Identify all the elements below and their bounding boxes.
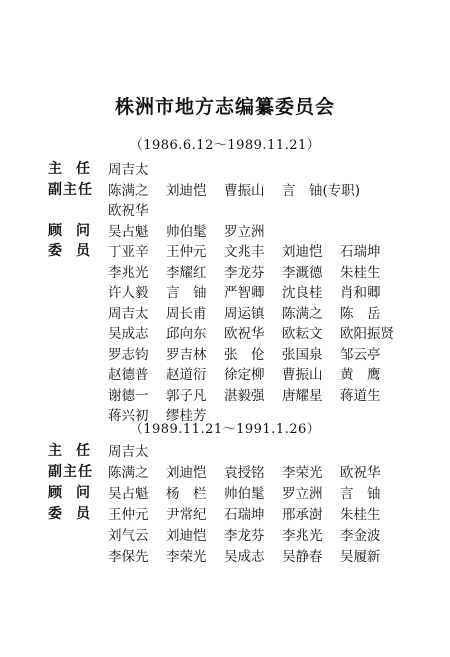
member-name: 言 铀 [166, 285, 207, 301]
role-label: 主 任 [48, 161, 90, 177]
member-name: 张 伦 [224, 346, 265, 363]
member-name: 李荣光 [282, 465, 323, 481]
roster-row [0, 199, 450, 219]
member-name: 言 铀(专职) [282, 182, 361, 199]
member-name: 杨 栏 [166, 486, 207, 502]
roster-row [0, 240, 450, 260]
roster-row [0, 503, 450, 523]
member-name: 周吉太 [108, 162, 149, 178]
member-name: 赵德普 [108, 367, 149, 383]
member-name: 吴成志 [224, 549, 265, 565]
member-name: 李龙芬 [224, 528, 265, 544]
roster-row [0, 220, 450, 240]
roster-row [0, 179, 450, 199]
roster-row [0, 281, 450, 301]
roster-row [0, 158, 450, 178]
member-name: 罗志钧 [108, 346, 149, 363]
roster-row [0, 545, 450, 565]
member-name: 谢德一 [108, 387, 149, 404]
member-name: 刘迪恺 [282, 244, 323, 260]
member-name: 周长甫 [166, 305, 207, 322]
member-name: 曹振山 [224, 182, 265, 199]
member-name: 袁授铭 [224, 465, 265, 481]
member-name: 许人毅 [108, 285, 149, 301]
member-name: 石瑞坤 [224, 507, 265, 523]
member-name: 罗立洲 [282, 486, 323, 502]
member-name: 蒋兴初 [108, 408, 149, 424]
member-name: 刘迪恺 [166, 465, 207, 481]
member-name: 邢承澍 [282, 507, 323, 523]
member-name: 刘迪恺 [166, 182, 207, 199]
member-name: 帅伯髦 [166, 223, 207, 240]
member-name: 石瑞坤 [340, 244, 381, 260]
role-label: 委 员 [48, 506, 90, 522]
member-name: 周吉太 [108, 444, 149, 460]
member-name: 罗立洲 [224, 223, 265, 240]
member-name: 朱桂生 [340, 507, 381, 523]
member-name: 陈满之 [108, 465, 149, 481]
member-name: 欧祝华 [108, 203, 149, 219]
member-name: 吴占魁 [108, 223, 149, 240]
member-name: 吴占魁 [108, 486, 149, 502]
role-label: 委 员 [48, 243, 90, 259]
member-name: 李金波 [340, 528, 381, 544]
term1-period: （1986.6.12～1989.11.21） [129, 138, 321, 153]
member-name: 李荣光 [166, 549, 207, 565]
member-name: 欧耘文 [282, 326, 323, 342]
roster-row [0, 524, 450, 544]
roster-row [0, 322, 450, 342]
role-label: 主 任 [48, 443, 90, 459]
member-name: 朱桂生 [340, 264, 381, 281]
member-name: 蒋道生 [340, 387, 381, 404]
member-name: 吴成志 [108, 326, 149, 342]
member-name: 邱向东 [166, 326, 207, 342]
member-name: 陈满之 [282, 305, 323, 322]
roster-row [0, 343, 450, 363]
member-name: 欧祝华 [340, 465, 381, 481]
member-name: 严智卿 [224, 285, 265, 301]
member-name: 李兆光 [108, 264, 149, 281]
member-name: 刘迪恺 [166, 528, 207, 544]
role-label: 顾 问 [48, 485, 90, 501]
member-name: 湛毅强 [224, 387, 265, 404]
roster-row [0, 261, 450, 281]
member-name: 周吉太 [108, 305, 149, 322]
member-name: 罗吉林 [166, 346, 207, 363]
roster-row [0, 461, 450, 481]
member-name: 唐耀星 [282, 387, 323, 404]
role-label: 顾 问 [48, 222, 90, 239]
roster-row [0, 302, 450, 322]
member-name: 王仲元 [108, 507, 149, 523]
member-name: 肖和卿 [340, 285, 381, 301]
member-name: 刘气云 [108, 528, 149, 544]
member-name: 周运镇 [224, 305, 265, 322]
member-name: 陈 岳 [340, 305, 381, 322]
member-name: 李保先 [108, 549, 149, 565]
member-name: 王仲元 [166, 244, 207, 260]
member-name: 李龙芬 [224, 264, 265, 281]
member-name: 缪桂芳 [166, 408, 207, 424]
member-name: 陈满之 [108, 182, 149, 199]
role-label: 副主任 [48, 181, 93, 198]
term2-period: （1989.11.21～1991.1.26） [129, 422, 321, 437]
role-label: 副主任 [48, 464, 93, 480]
member-name: 邹云亭 [340, 346, 381, 363]
member-name: 言 铀 [340, 486, 381, 502]
roster-row [0, 363, 450, 383]
member-name: 帅伯髦 [224, 486, 265, 502]
member-name: 丁亚辛 [108, 244, 149, 260]
member-name: 沈良桂 [282, 285, 323, 301]
member-name: 吴履新 [340, 549, 381, 565]
member-name: 曹振山 [282, 367, 323, 383]
member-name: 李溉德 [282, 264, 323, 281]
member-name: 郭子凡 [166, 387, 207, 404]
document-title: 株洲市地方志编纂委员会 [114, 96, 335, 118]
member-name: 张国泉 [282, 346, 323, 363]
member-name: 赵道衍 [166, 367, 207, 383]
member-name: 徐定柳 [224, 367, 265, 383]
member-name: 尹常纪 [166, 507, 207, 523]
member-name: 欧阳振贤 [340, 326, 394, 342]
roster-row [0, 440, 450, 460]
member-name: 欧祝华 [224, 326, 265, 342]
roster-row [0, 384, 450, 404]
member-name: 黄 鹰 [340, 367, 381, 383]
member-name: 文兆丰 [224, 244, 265, 260]
member-name: 李耀红 [166, 264, 207, 281]
member-name: 李兆光 [282, 528, 323, 544]
roster-row [0, 482, 450, 502]
member-name: 吴静春 [282, 549, 323, 565]
